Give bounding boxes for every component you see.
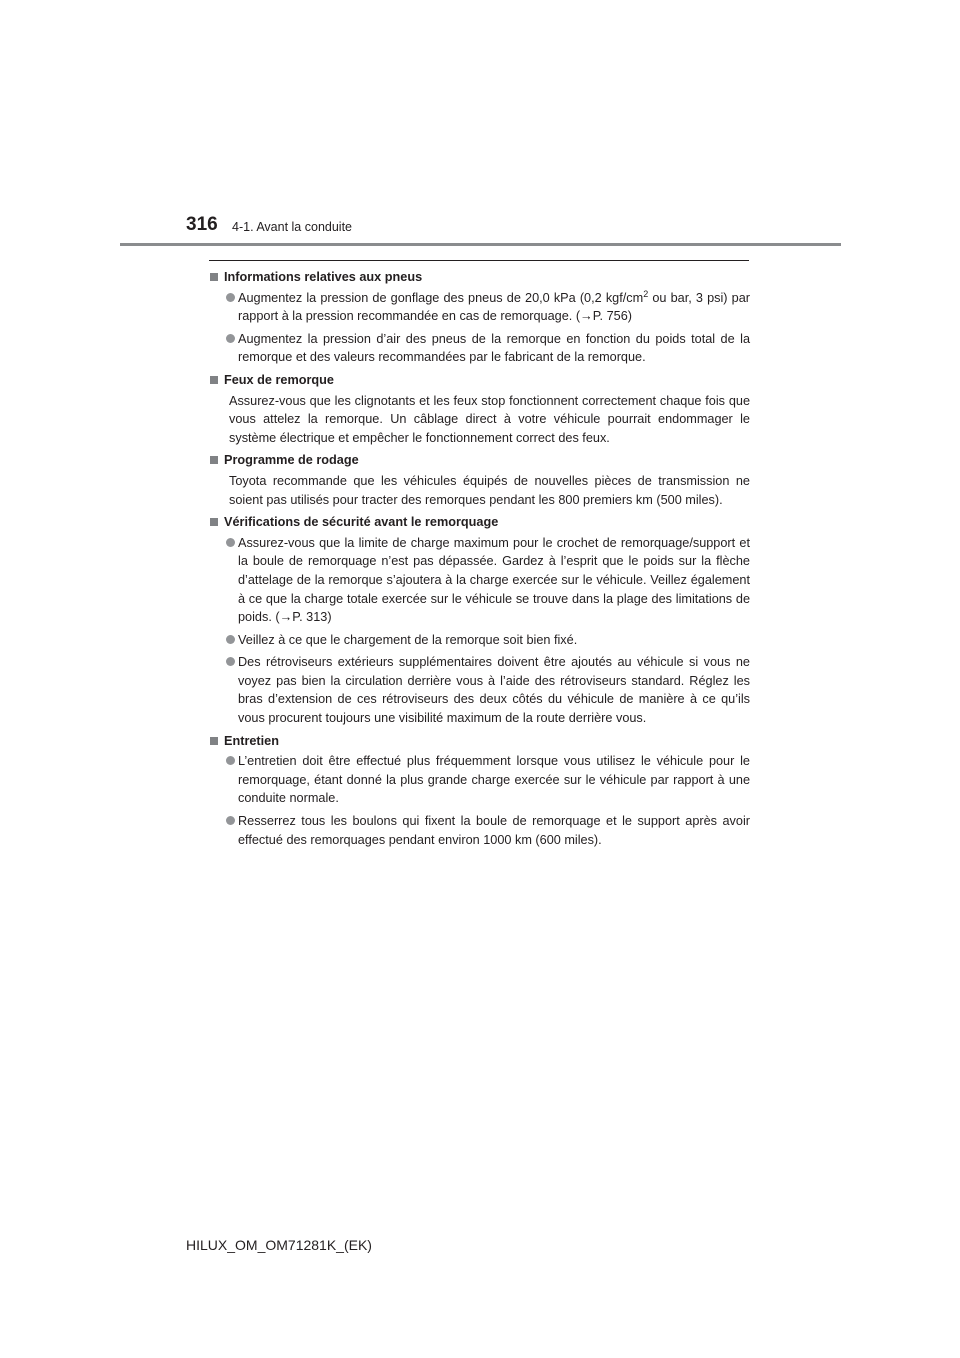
list-item: [209, 534, 750, 627]
superscript: 2: [643, 288, 649, 299]
item-text: Resserrez tous les boulons qui fixent la boule de remorquage et le support après avoir effectué des remorquages pendant environ 1000 km (600 miles).: [238, 814, 750, 847]
section-title: Informations relatives aux pneus: [224, 270, 423, 284]
round-bullet-icon: [226, 293, 235, 302]
page-content: [209, 268, 750, 853]
section-paragraph: Toyota recommande que les véhicules équipés de nouvelles pièces de transmission ne soient pas utilisés pour tracter des remorques pendant les 800 premiers km (500 miles).: [229, 473, 750, 507]
item-text: Des rétroviseurs extérieurs supplémentaires doivent être ajoutés au véhicule si vous ne voyez pas bien la circulation derrière vous à l’aide des rétroviseurs standard. Réglez les bras d’extension de ces rétroviseurs des deux côtés du véhicule de manière à ce qu’ils vous procurent toujours une visibilité maximum de la route derrière vous.: [238, 655, 750, 726]
section-heading: [209, 451, 750, 470]
page-number: 316: [186, 214, 218, 235]
header-divider: [120, 243, 841, 246]
square-bullet-icon: [210, 376, 218, 384]
item-text: L’entretien doit être effectué plus fréquemment lorsque vous utilisez le véhicule pour le remorquage, étant donné la plus grande charge exercée sur le véhicule par rapport à une conduite normale.: [238, 754, 750, 806]
list-item: [209, 752, 750, 808]
round-bullet-icon: [226, 635, 235, 644]
document-code: HILUX_OM_OM71281K_(EK): [186, 1237, 372, 1253]
section-title: Feux de remorque: [224, 372, 334, 387]
section-title: Entretien: [224, 733, 279, 748]
section-heading: [209, 371, 750, 390]
item-text-continued: ou bar, 3 psi) par rapport à la pression recommandée en cas de remorquage. (→P. 756): [238, 290, 750, 324]
section-heading: [209, 732, 750, 751]
section-maintenance: [209, 732, 750, 850]
round-bullet-icon: [226, 538, 235, 547]
square-bullet-icon: [210, 273, 218, 281]
section-divider: [209, 260, 749, 261]
list-item: [209, 289, 750, 326]
section-break-in: [209, 451, 750, 509]
item-text: Veillez à ce que le chargement de la remorque soit bien fixé.: [238, 632, 578, 647]
section-heading: [209, 513, 750, 532]
round-bullet-icon: [226, 756, 235, 765]
round-bullet-icon: [226, 816, 235, 825]
list-item: [209, 812, 750, 849]
round-bullet-icon: [226, 334, 235, 343]
section-paragraph: Assurez-vous que les clignotants et les feux stop fonctionnent correctement chaque fois que vous attelez la remorque. Un câblage direct à votre véhicule pourrait endommager le système électrique et empêcher le fonctionnement correct des feux.: [229, 393, 750, 445]
section-safety-checks: [209, 513, 750, 728]
item-text: Augmentez la pression d’air des pneus de la remorque en fonction du poids total de la remorque et des valeurs recommandées par le fabricant de la remorque.: [238, 331, 750, 365]
item-text: Augmentez la pression de gonflage des pneus de 20,0 kPa (0,2 kgf/cm: [238, 290, 644, 305]
list-item: [209, 631, 750, 650]
section-tire-info: [209, 268, 750, 367]
section-title: Vérifications de sécurité avant le remorquage: [224, 515, 499, 530]
section-title: Programme de rodage: [224, 453, 359, 468]
list-item: [209, 653, 750, 727]
section-trailer-lights: [209, 371, 750, 447]
round-bullet-icon: [226, 657, 235, 666]
square-bullet-icon: [210, 518, 218, 526]
item-text: Assurez-vous que la limite de charge maximum pour le crochet de remorquage/support et la boule de remorquage n’est pas dépassée. Gardez à l’esprit que le poids sur la flèche d’attelage de la remorque s’ajoutera à la charge exercée sur le véhicule. Veillez également à ce que la charge totale exercée sur le véhicule se trouve dans la plage des limitations de poids. (→P. 313): [238, 535, 750, 625]
square-bullet-icon: [210, 456, 218, 464]
section-heading: [209, 268, 750, 287]
list-item: [209, 330, 750, 367]
square-bullet-icon: [210, 737, 218, 745]
chapter-title: 4-1. Avant la conduite: [232, 220, 352, 234]
